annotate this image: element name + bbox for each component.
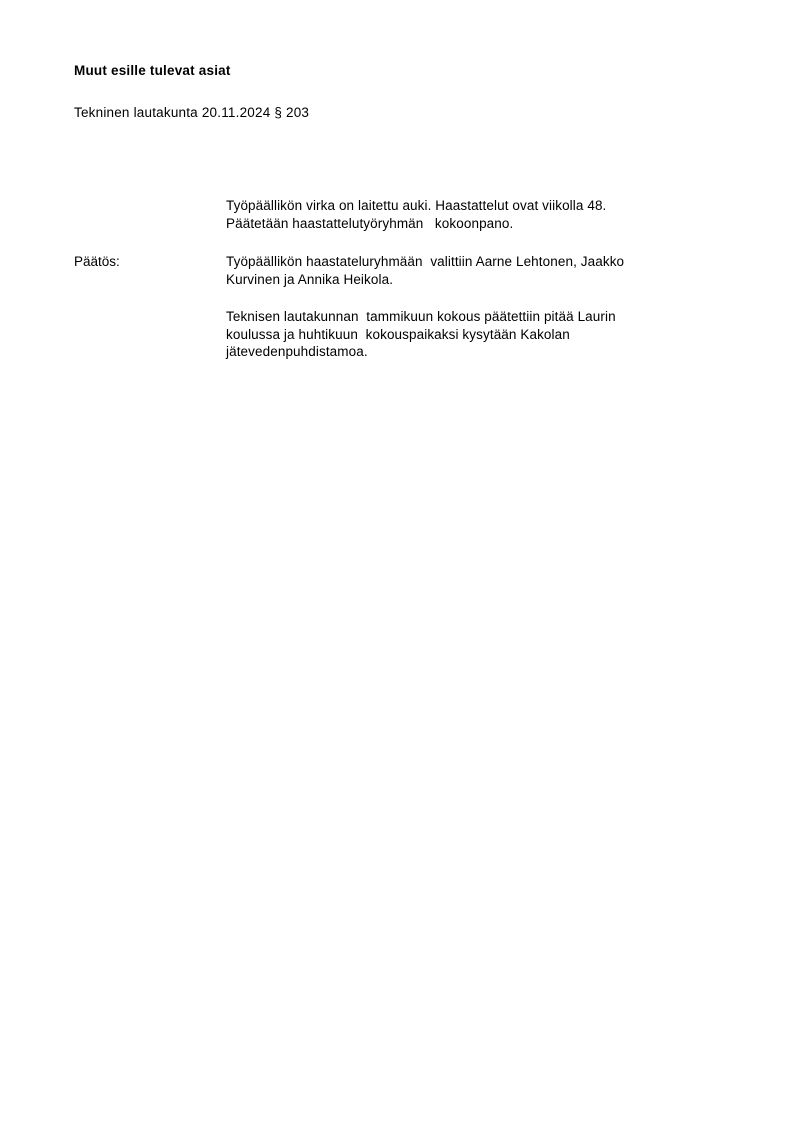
extra-line: koulussa ja huhtikuun kokouspaikaksi kysytään Kakolan [226,326,570,342]
intro-line: Työpäällikön virka on laitettu auki. Haastattelut ovat viikolla 48. [226,198,607,213]
page-title: Muut esille tulevat asiat [74,63,231,78]
intro-line: Päätetään haastattelutyöryhmän kokoonpano. [226,215,514,231]
extra-line: jätevedenpuhdistamoa. [226,344,368,359]
extra-paragraph [226,308,691,361]
decision-line: Kurvinen ja Annika Heikola. [226,271,394,287]
decision-paragraph [226,253,698,288]
document-subtitle: Tekninen lautakunta 20.11.2024 § 203 [74,105,310,120]
decision-label: Päätös: [74,254,120,269]
decision-line: Työpäällikön haastateluryhmään valittiin Aarne Lehtonen, Jaakko [226,254,625,269]
intro-paragraph [226,197,696,232]
extra-line: Teknisen lautakunnan tammikuun kokous päätettiin pitää Laurin [226,309,616,324]
